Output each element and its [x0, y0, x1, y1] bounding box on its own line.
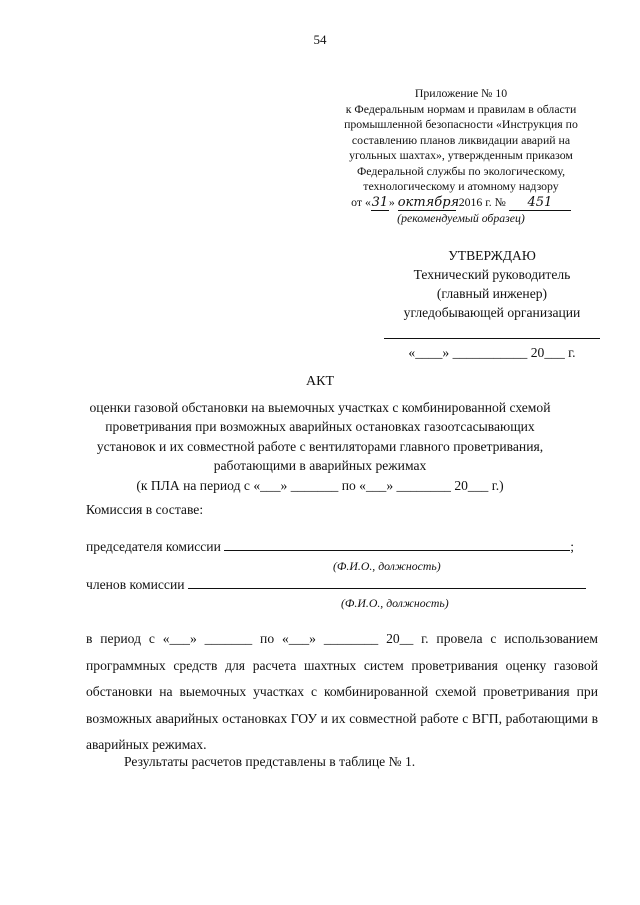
appendix-line: угольных шахтах», утвержденным приказом [349, 148, 573, 162]
appendix-line: промышленной безопасности «Инструкция по [344, 117, 578, 131]
approval-line: угледобывающей организации [403, 305, 581, 320]
body-paragraph: в период с «___» _______ по «___» ________ 20__ г. провела с использованием программных средств для расчета шахтных систем проветривания оценку газовой обстановки на выемочных участках с комбинированной схемой проветривания при возможных аварийных остановках ГОУ и их совместной работе с ВГП, работающими в аварийных режимах. [86, 631, 598, 752]
approval-line: Технический руководитель [413, 267, 571, 282]
act-subtitle-line: оценки газовой обстановки на выемочных участках с комбинированной схемой [89, 399, 551, 415]
approval-block [382, 246, 602, 362]
members-fill-line [188, 576, 586, 589]
appendix-line: Федеральной службы по экологическому, [356, 163, 566, 178]
act-title: АКТ [306, 374, 334, 389]
members-label: членов комиссии [86, 577, 185, 592]
appendix-line: составлению планов ликвидации аварий на [351, 132, 571, 147]
act-subtitle-line: установок и их совместной работе с вентиляторами главного проветривания, [96, 438, 544, 454]
approval-date: «____» ___________ 20___ г. [408, 345, 576, 360]
members-line [86, 576, 598, 593]
appendix-block [338, 86, 584, 227]
approval-line: (главный инженер) [436, 286, 548, 301]
act-title-block [0, 372, 640, 495]
appendix-line: Приложение № 10 [414, 86, 508, 100]
commission-heading: Комиссия в составе: [86, 502, 204, 517]
order-date-line [338, 195, 584, 212]
signature-line [384, 334, 600, 339]
chair-label: председателя комиссии [86, 539, 221, 554]
handwritten-number: 451 [509, 195, 571, 212]
page-number: 54 [313, 32, 327, 47]
appendix-line: к Федеральным нормам и правилам в области [345, 101, 577, 116]
chair-line [86, 538, 598, 555]
results-sentence: Результаты расчетов представлены в таблице № 1. [124, 754, 416, 769]
handwritten-day: 31 [371, 194, 389, 210]
appendix-line: технологическому и атомному надзору [363, 179, 559, 193]
approval-title: УТВЕРЖДАЮ [448, 248, 536, 263]
chair-caption: (Ф.И.О., должность) [333, 559, 441, 573]
act-period-line: (к ПЛА на период с «___» _______ по «___» ________ 20___ г.) [136, 477, 504, 493]
handwritten-month: октября [397, 194, 460, 210]
chair-end: ; [570, 539, 575, 554]
from-prefix: от « [351, 194, 371, 209]
chair-fill-line [224, 538, 570, 551]
act-subtitle-line: проветривания при возможных аварийных остановках газоотсасывающих [105, 419, 535, 434]
year-label: 2016 г. № [458, 194, 506, 209]
quote-close: » [388, 194, 395, 209]
recommended-sample-note: (рекомендуемый образец) [397, 211, 525, 225]
members-caption: (Ф.И.О., должность) [341, 596, 449, 610]
act-subtitle-line: работающими в аварийных режимах [213, 458, 427, 473]
